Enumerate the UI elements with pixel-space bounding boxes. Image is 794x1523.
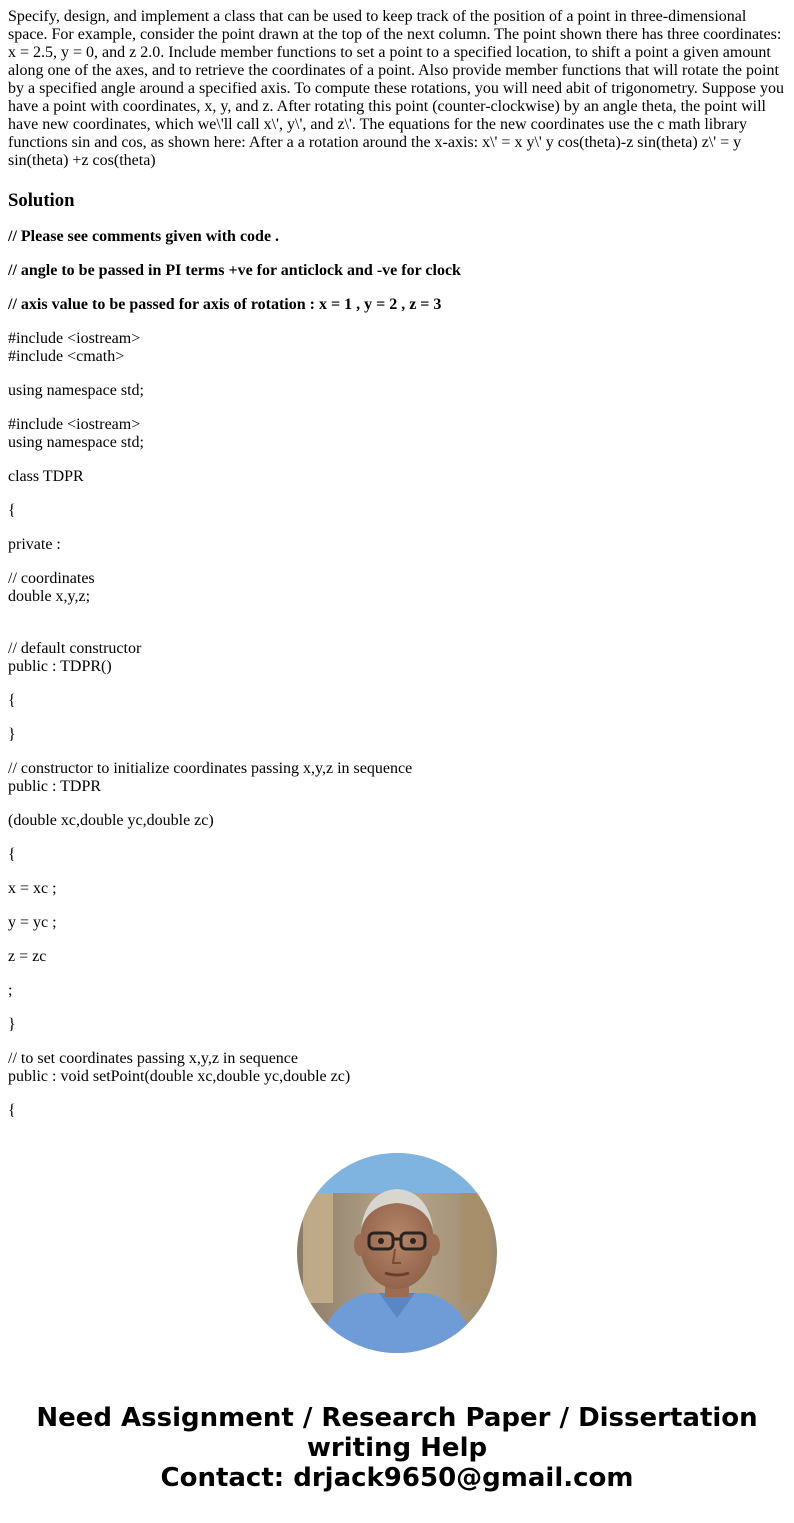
code-line: #include <iostream> [8, 330, 141, 347]
portrait-illustration [297, 1153, 497, 1353]
footer-line: writing Help [306, 1433, 488, 1463]
code-block [8, 640, 786, 676]
code-block [8, 416, 786, 452]
code-line: class TDPR [8, 468, 84, 485]
code-line: // to set coordinates passing x,y,z in sequence [8, 1050, 298, 1067]
solution-heading: Solution [8, 190, 75, 211]
code-line: } [8, 726, 16, 743]
code-line: // constructor to initialize coordinates passing x,y,z in sequence [8, 760, 413, 777]
code-line: z = zc [8, 948, 47, 965]
code-line: } [8, 1016, 16, 1033]
question-text: Specify, design, and implement a class that can be used to keep track of the position of a point in three-dimensional space. For example, consider the point drawn at the top of the next column. The point shown there has three coordinates: x = 2.5, y = 0, and z 2.0. Include member functions to set a point to a specified location, to shift a point a given amount along one of the axes, and to retrieve the coordinates of a point. Also provide member functions that will rotate the point by a specified angle around a specified axis. To compute these rotations, you will need abit of trigonometry. Suppose you have a point with coordinates, x, y, and z. After rotating this point (counter-clockwise) by an angle theta, the point will have new coordinates, which we\'ll call x\', y\', and z\'. The equations for the new coordinates use the c math library functions sin and cos, as shown here: After a a rotation around the x-axis: x\' = x y\' y cos(theta)-z sin(theta) z\' = y sin(theta) +z cos(theta) [8, 8, 785, 169]
code-line: using namespace std; [8, 382, 144, 399]
footer-line: Need Assignment / Research Paper / Dissertation [36, 1403, 758, 1433]
code-line: public : TDPR() [8, 658, 112, 675]
promo-footer [0, 1403, 794, 1493]
code-line: y = yc ; [8, 914, 57, 931]
code-line: #include <cmath> [8, 348, 125, 365]
code-line: public : TDPR [8, 778, 102, 795]
author-avatar [297, 1153, 497, 1353]
code-line: // default constructor [8, 640, 142, 657]
code-line: // coordinates [8, 570, 95, 587]
code-line: using namespace std; [8, 434, 144, 451]
code-line: #include <iostream> [8, 416, 141, 433]
note-line: // Please see comments given with code . [8, 228, 280, 245]
code-block [8, 330, 786, 366]
note-line: // axis value to be passed for axis of rotation : x = 1 , y = 2 , z = 3 [8, 296, 442, 313]
blank-line [8, 606, 786, 624]
code-line: x = xc ; [8, 880, 57, 897]
code-line: public : void setPoint(double xc,double yc,double zc) [8, 1068, 351, 1085]
code-block [8, 1050, 786, 1086]
code-line: { [8, 502, 16, 519]
note-line: // angle to be passed in PI terms +ve for anticlock and -ve for clock [8, 262, 461, 279]
code-line: private : [8, 536, 61, 553]
code-block [8, 570, 786, 624]
code-line: { [8, 846, 16, 863]
code-line: double x,y,z; [8, 588, 91, 605]
document-body [8, 8, 786, 1136]
code-line: { [8, 692, 16, 709]
code-line: { [8, 1102, 16, 1119]
code-line: (double xc,double yc,double zc) [8, 812, 214, 829]
code-block [8, 760, 786, 796]
contact-email: Contact: drjack9650@gmail.com [160, 1463, 634, 1493]
code-line: ; [8, 982, 13, 999]
